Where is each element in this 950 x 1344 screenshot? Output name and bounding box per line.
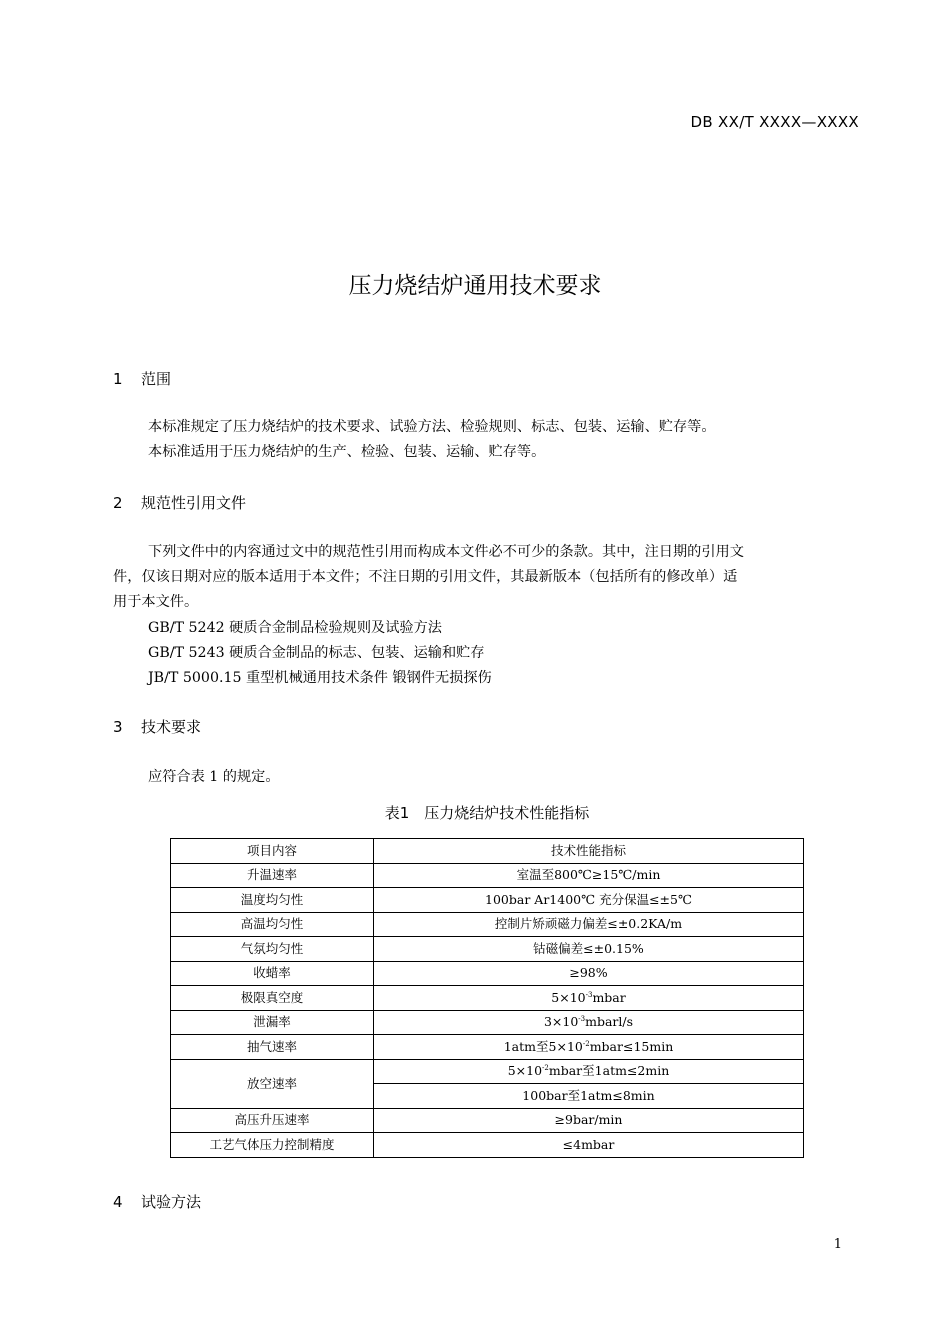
tech-intro: 应符合表 1 的规定。 — [148, 769, 280, 785]
reference-item: GB/T 5242 硬质合金制品检验规则及试验方法 — [148, 620, 442, 636]
normative-intro-line: 用于本文件。 — [113, 594, 199, 610]
section-number: 2 — [113, 494, 123, 512]
section-heading-scope — [113, 368, 171, 389]
value-text: mbarl/s — [585, 1014, 634, 1030]
item-cell: 抽气速率 — [171, 1035, 374, 1060]
value-exponent: -3 — [585, 990, 593, 999]
item-cell: 收蜡率 — [171, 961, 374, 986]
reference-item: GB/T 5243 硬质合金制品的标志、包装、运输和贮存 — [148, 645, 485, 661]
value-text: 1atm至5×10 — [503, 1038, 583, 1054]
section-number: 4 — [113, 1193, 123, 1211]
table-row — [171, 1108, 804, 1133]
performance-table — [170, 838, 804, 1158]
value-cell: 100bar Ar1400℃ 充分保温≤±5℃ — [374, 888, 804, 913]
table-caption: 表1 压力烧结炉技术性能指标 — [384, 804, 590, 822]
section-title: 范围 — [141, 370, 172, 388]
item-cell: 高压升压速率 — [171, 1108, 374, 1133]
normative-intro — [113, 540, 858, 615]
column-header: 技术性能指标 — [374, 839, 804, 864]
value-exponent: -3 — [578, 1015, 586, 1024]
value-text: 5×10 — [551, 989, 586, 1005]
value-text: mbar — [592, 989, 626, 1005]
value-cell: 钴磁偏差≤±0.15% — [374, 937, 804, 962]
normative-intro-line: 下列文件中的内容通过文中的规范性引用而构成本文件必不可少的条款。其中，注日期的引用文 — [148, 544, 744, 560]
table-row — [171, 1133, 804, 1158]
value-cell: 100bar至1atm≤8min — [374, 1084, 804, 1109]
value-cell: ≥9bar/min — [374, 1108, 804, 1133]
value-exponent: -2 — [542, 1064, 549, 1073]
item-cell: 放空速率 — [171, 1059, 374, 1108]
section-title: 试验方法 — [141, 1193, 202, 1211]
table-row — [171, 1059, 804, 1084]
value-cell: 控制片矫顽磁力偏差≤±0.2KA/m — [374, 912, 804, 937]
section-heading-technical-requirements — [113, 716, 201, 737]
page-title: 压力烧结炉通用技术要求 — [348, 273, 602, 299]
scope-paragraph-1: 本标准规定了压力烧结炉的技术要求、试验方法、检验规则、标志、包装、运输、贮存等。 — [148, 419, 716, 435]
table-row — [171, 888, 804, 913]
table-row — [171, 937, 804, 962]
item-cell: 极限真空度 — [171, 986, 374, 1011]
value-cell — [374, 1035, 804, 1060]
section-heading-test-methods — [113, 1191, 201, 1212]
item-cell: 气氛均匀性 — [171, 937, 374, 962]
value-text: mbar≤15min — [589, 1038, 674, 1054]
item-cell: 温度均匀性 — [171, 888, 374, 913]
table-row — [171, 986, 804, 1011]
column-header: 项目内容 — [171, 839, 374, 864]
section-title: 规范性引用文件 — [141, 494, 247, 512]
value-text: mbar至1atm≤2min — [548, 1063, 670, 1079]
section-number: 1 — [113, 370, 123, 388]
value-cell: 室温至800℃≥15℃/min — [374, 863, 804, 888]
table-row — [171, 1035, 804, 1060]
item-cell: 升温速率 — [171, 863, 374, 888]
table-header-row — [171, 839, 804, 864]
document-code: DB XX/T XXXX—XXXX — [690, 113, 859, 131]
value-cell: ≤4mbar — [374, 1133, 804, 1158]
value-cell — [374, 1059, 804, 1084]
value-text: 5×10 — [507, 1063, 543, 1079]
value-cell — [374, 986, 804, 1011]
value-exponent: -2 — [582, 1039, 590, 1048]
value-cell — [374, 1010, 804, 1035]
scope-paragraph-2: 本标准适用于压力烧结炉的生产、检验、包装、运输、贮存等。 — [148, 444, 546, 460]
item-cell: 工艺气体压力控制精度 — [171, 1133, 374, 1158]
table-row — [171, 1010, 804, 1035]
table-row — [171, 863, 804, 888]
section-heading-normative-references — [113, 492, 246, 513]
table-row — [171, 912, 804, 937]
item-cell: 高温均匀性 — [171, 912, 374, 937]
section-title: 技术要求 — [141, 718, 202, 736]
reference-item: JB/T 5000.15 重型机械通用技术条件 锻钢件无损探伤 — [148, 670, 492, 686]
table-row — [171, 961, 804, 986]
normative-intro-line: 件，仅该日期对应的版本适用于本文件；不注日期的引用文件，其最新版本（包括所有的修改单）适 — [113, 569, 738, 585]
value-cell: ≥98% — [374, 961, 804, 986]
page-number: 1 — [833, 1237, 842, 1252]
item-cell: 泄漏率 — [171, 1010, 374, 1035]
value-text: 3×10 — [543, 1014, 579, 1030]
section-number: 3 — [113, 718, 123, 736]
